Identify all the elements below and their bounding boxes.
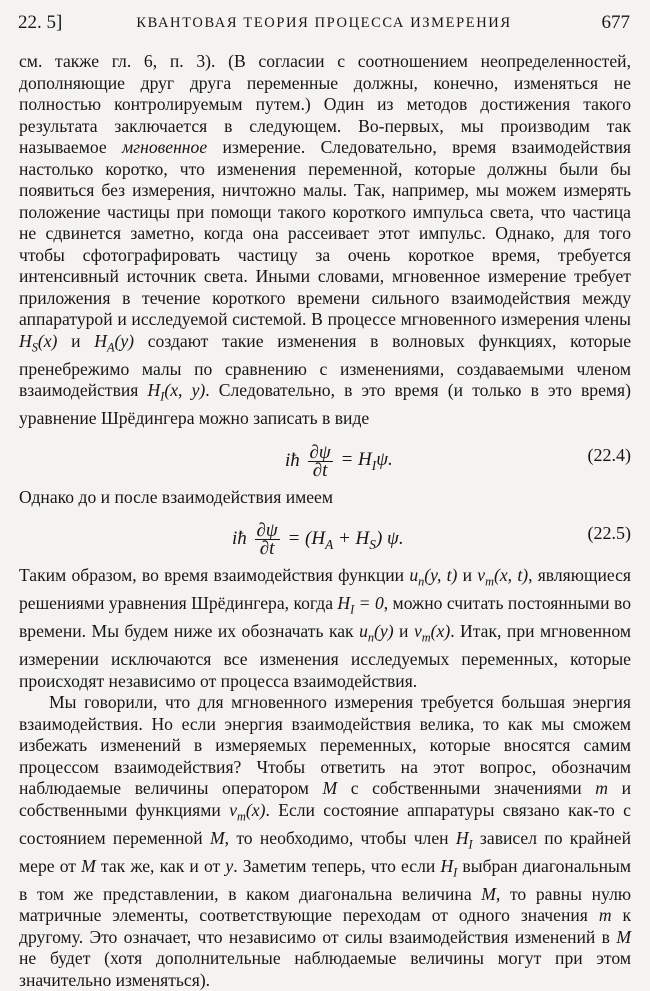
- eq-rhs: = $(H_A + H_S)$ ψ.: [287, 527, 404, 552]
- math-inline: M: [322, 778, 338, 799]
- math-inline: $u_n(y$, t): [409, 565, 458, 589]
- math-inline: $v_m(x)$: [229, 799, 266, 824]
- equation-number: (22.4): [587, 444, 631, 465]
- math-inline: M: [616, 926, 631, 947]
- equation-number: (22.5): [587, 523, 631, 544]
- equation-22-4: [19, 435, 631, 479]
- emphasis-term: мгновенное: [122, 137, 208, 157]
- paragraph-1: см. также гл. 6, п. 3). (В согласии с соотношением неопределенностей, дополняющие друг друга переменные должны, конечно, изменяться не полностью контролируемым путем.) Один из методов достижения такого результата заключается в следующем. Во-первых, мы производим так называемое мгновенное измерение. Следовательно, время взаимодействия настолько коротко, что изменения переменной, которые должны были бы появиться без измерения, ничтожно малы. Так, например, мы можем измерять положение частицы при помощи такого короткого импульса света, что частица не сдвинется заметно, когда она рассеивает этот импульс. Однако, для того чтобы сфотографировать частицу за очень короткое время, требуется интенсивный источник света. Иными словами, мгновенное измерение требует приложения в течение короткого времени сильного взаимодействия между аппаратурой и исследуемой системой. В процессе мгновенного измерения члены $H_S(x)$ и $H_A(y)$ создают такие изменения в волновых функциях, которые пренебрежимо малы по сравнению с изменениями, создаваемыми членом взаимодействия $H_I(x$, y). Следовательно, в это время (и только в это время) уравнение Шрёдингера можно записать в виде: [19, 51, 632, 429]
- math-inline: $H_I(x$, y): [147, 380, 206, 404]
- math-inline: M: [481, 883, 496, 904]
- eq-lhs: iħ: [232, 527, 247, 549]
- math-inline: $v_m(x)$: [413, 621, 451, 645]
- math-inline: m: [598, 905, 612, 926]
- page-header: [18, 12, 630, 42]
- eq-rhs: = $H_I\psi$.: [340, 449, 393, 474]
- math-inline: $v_m(x$, t): [477, 565, 529, 589]
- math-inline: $u_n(y)$: [359, 621, 394, 645]
- section-number: 22. 5]: [18, 12, 63, 33]
- math-inline: y: [225, 855, 234, 876]
- paragraph-4: Мы говорили, что для мгновенного измерения требуется большая энергия взаимодействия. Но если энергия взаимодействия велика, то как мы сможем избежать изменений в измеряемых переменных, которые вносятся самим процессом взаимодействия? Чтобы ответить на этот вопрос, обозначим наблюдаемые величины оператором M с собственными значениями m и собственными функциями $v_m(x)$. Если состояние аппаратуры связано как-то с состоянием переменной M, то необходимо, чтобы член $H_I$ зависел по крайней мере от M так же, как и от y. Заметим теперь, что если $H_I$ выбран диагональным в том же представлении, в каком диагональна величина M, то равны нулю матричные элементы, соответствующие переходам от одного значения m к другому. Это означает, что независимо от силы взаимодействия изменений в M не будет (хотя дополнительные наблюдаемые величины могут при этом значительно изменяться).: [19, 692, 631, 990]
- math-inline: $H_I$: [440, 855, 458, 880]
- math-inline: M: [81, 855, 96, 876]
- paragraph-3: Таким образом, во время взаимодействия функции $u_n(y$, t) и $v_m(x$, t), являющиеся решениями уравнения Шрёдингера, когда $H_I = 0$, можно считать постоянными во времени. Мы будем ниже их обозначать как $u_n(y)$ и $v_m(x)$. Итак, при мгновенном измерении исключаются все изменения исследуемых переменных, которые происходят независимо от процесса взаимодействия.: [19, 565, 632, 691]
- eq-fraction: $\frac{\partial\psi}{\partial t}$: [309, 441, 331, 481]
- math-inline: $H_I = 0$: [337, 593, 384, 617]
- page-body: [19, 51, 631, 991]
- page-number: 677: [601, 12, 630, 33]
- paragraph-2: Однако до и после взаимодействия имеем: [19, 486, 333, 507]
- eq-lhs: iħ: [285, 449, 300, 471]
- running-title: КВАНТОВАЯ ТЕОРИЯ ПРОЦЕССА ИЗМЕРЕНИЯ: [136, 15, 512, 31]
- math-inline: m: [595, 778, 608, 799]
- math-inline: $H_A(y)$: [94, 330, 135, 355]
- math-inline: $H_S(x)$: [19, 330, 58, 355]
- equation-22-5: [19, 513, 631, 560]
- math-inline: $H_I$: [455, 827, 473, 852]
- eq-fraction: $\frac{\partial\psi}{\partial t}$: [256, 520, 278, 560]
- math-inline: M: [210, 827, 225, 848]
